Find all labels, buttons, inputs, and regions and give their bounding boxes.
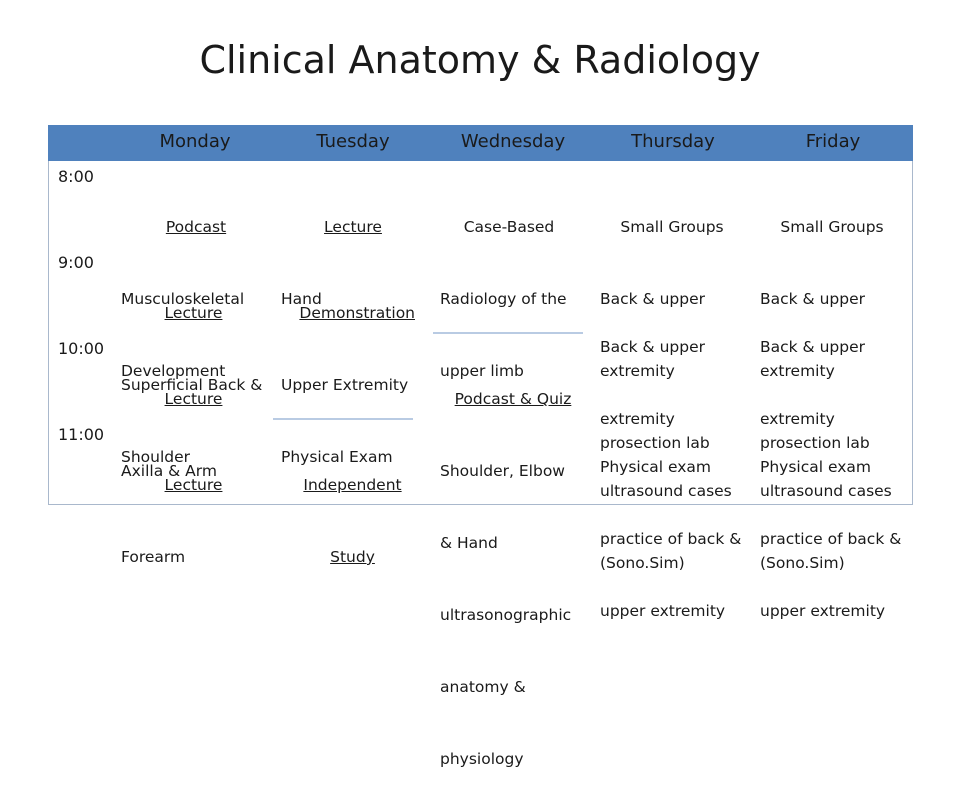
session-line: (Sono.Sim) [760, 554, 845, 572]
cell-tue-11 [280, 425, 425, 593]
session-line: Back & upper [600, 290, 705, 308]
page-title: Clinical Anatomy & Radiology [199, 38, 761, 82]
session-line: Back & upper [760, 338, 865, 356]
session-line: practice of back & [600, 530, 742, 548]
cell-wed-10 [440, 339, 586, 795]
session-line: extremity [600, 362, 675, 380]
session-type: Small Groups [620, 218, 724, 236]
session-line: Physical exam [600, 458, 712, 476]
session-line: ultrasonographic [440, 606, 572, 624]
session-line: Shoulder [121, 448, 191, 466]
time-8: 8:00 [58, 167, 94, 186]
session-line: extremity [760, 410, 835, 428]
session-line: upper extremity [760, 602, 886, 620]
header-thursday: Thursday [631, 131, 715, 152]
session-line: Physical exam [760, 458, 872, 476]
session-type: Lecture [164, 476, 223, 494]
header-friday: Friday [805, 131, 861, 152]
session-line: anatomy & [440, 678, 526, 696]
session-type: Podcast [165, 218, 227, 236]
session-line: Physical Exam [281, 448, 393, 466]
header-monday: Monday [159, 131, 231, 152]
session-line: Hand [281, 290, 322, 308]
header-wednesday: Wednesday [460, 131, 566, 152]
session-line: prosection lab [760, 434, 870, 452]
session-line: extremity [760, 362, 835, 380]
session-type: Lecture [324, 218, 382, 236]
session-type: Lecture [164, 304, 223, 322]
session-line: Back & upper [600, 338, 705, 356]
session-line: Upper Extremity [281, 376, 409, 394]
session-line: extremity [600, 410, 675, 428]
session-type: Small Groups [780, 218, 884, 236]
session-line: upper extremity [600, 602, 726, 620]
cell-mon-11 [121, 425, 266, 593]
session-line: prosection lab [600, 434, 710, 452]
session-type: Lecture [164, 390, 223, 408]
session-line: Independent [303, 476, 402, 494]
session-line: Back & upper [760, 290, 865, 308]
session-line: & Hand [440, 534, 498, 552]
cell-fri-11 [760, 407, 901, 647]
cell-thu-11 [600, 407, 741, 647]
session-line: Study [330, 548, 375, 566]
session-type: Case-Based [463, 218, 555, 236]
session-line: ultrasound cases [760, 482, 892, 500]
session-line: physiology [440, 750, 524, 768]
session-line: ultrasound cases [600, 482, 732, 500]
session-line: Superficial Back & [121, 376, 263, 394]
session-line: Development [121, 362, 226, 380]
session-line: Shoulder, Elbow [440, 462, 565, 480]
time-9: 9:00 [58, 253, 94, 272]
session-line: Radiology of the [440, 290, 567, 308]
session-line: Axilla & Arm [121, 462, 217, 480]
session-line: Forearm [121, 548, 186, 566]
session-type: Demonstration [299, 304, 415, 322]
session-line: Musculoskeletal [121, 290, 245, 308]
time-11: 11:00 [58, 425, 105, 444]
header-tuesday: Tuesday [316, 131, 390, 152]
session-line: upper limb [440, 362, 524, 380]
session-type: Podcast & Quiz [454, 390, 572, 408]
session-line: (Sono.Sim) [600, 554, 685, 572]
session-line: practice of back & [760, 530, 902, 548]
time-10: 10:00 [58, 339, 105, 358]
